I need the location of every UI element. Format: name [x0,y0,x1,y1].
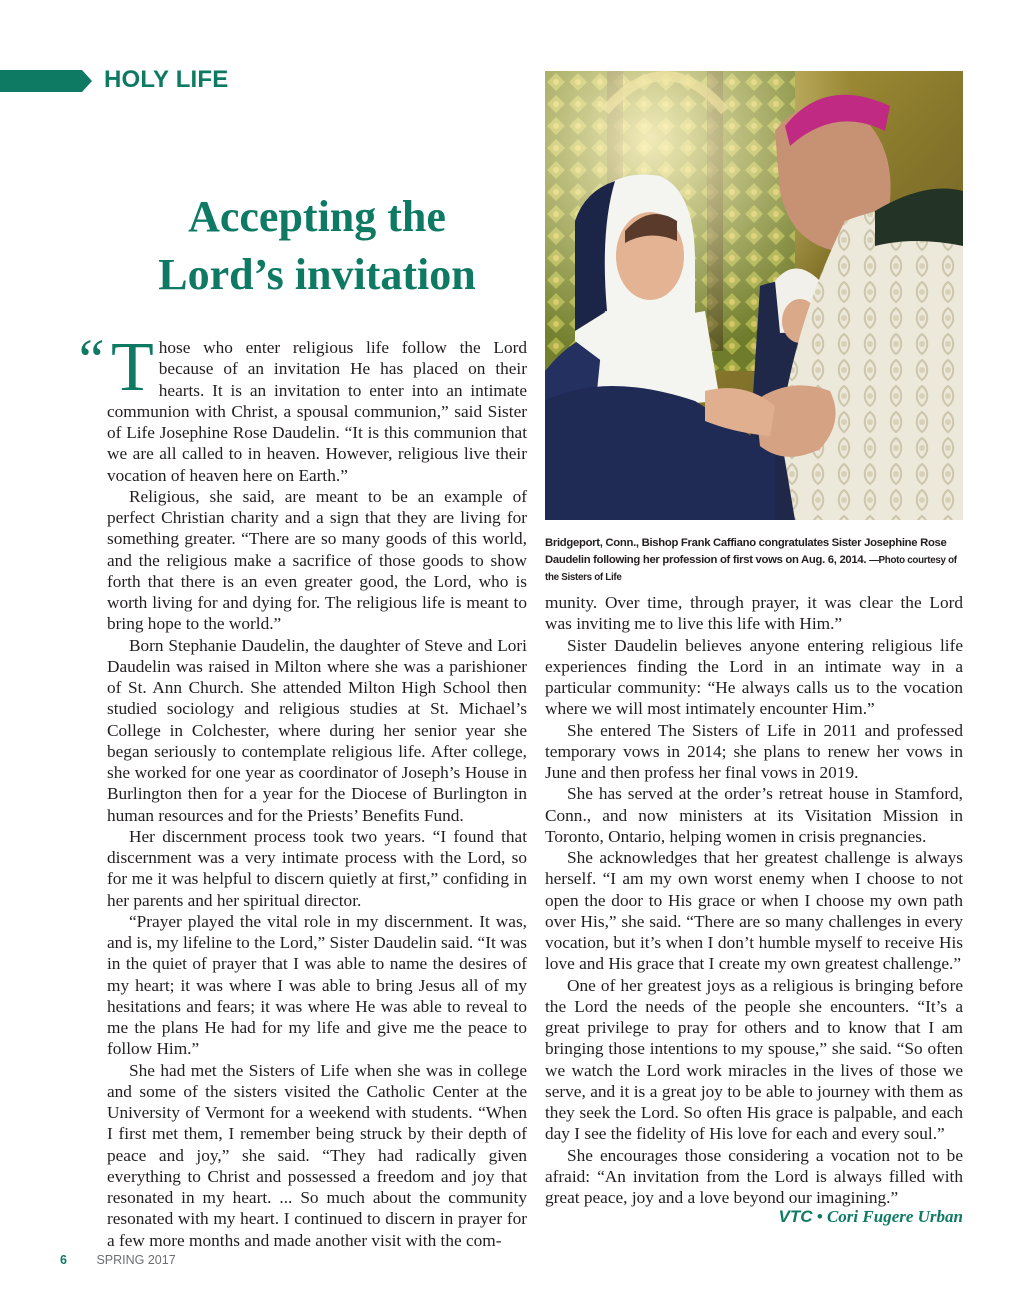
article-headline [108,188,526,304]
opening-quote-mark: “ [73,327,106,392]
paragraph: She had met the Sisters of Life when she was in college and some of the sisters visited the Catholic Center at the University of Vermont for a weekend with students. “When I first met them, I remember being struck by their depth of peace and joy,” she said. “They had radically given everything to Christ and possessed a freedom and joy that resonated in my heart. ... So much about the community resonated with my heart. I continued to discern in prayer for a few more months and made another visit with the com- [107,1060,527,1250]
byline-separator: • [812,1207,827,1226]
paragraph: She has served at the order’s retreat house in Stamford, Conn., and now ministers at its Visitation Mission in Toronto, Ontario, helping women in crisis pregnancies. [545,784,963,846]
headline-line-1: Accepting the [188,192,446,241]
paragraph: She acknowledges that her greatest challenge is always herself. “I am my own worst enemy when I choose to not open the door to His grace or when I choose my own path over His,” she said. “There are so many challenges in every vocation, but it’s when I don’t humble myself to receive His love and His grace that I create my own greatest challenge.” [545,848,963,974]
issue-label: SPRING 2017 [96,1253,176,1267]
headline-line-2: Lord’s invitation [158,250,476,299]
byline-publication: VTC [778,1207,813,1226]
section-label: HOLY LIFE [104,66,229,93]
paragraph: One of her greatest joys as a religious is bringing before the Lord the needs of the people she encounters. “It’s a great privilege to pray for others and to know that I am bringing those intentions to my spouse,” she said. “So often we watch the Lord work miracles in the lives of those we serve, and it is a great joy to be able to journey with them as they seek the Lord. So often His grace is palpable, and each day I see the fidelity of His love for each and every soul.” [545,975,963,1144]
drop-cap: T [111,329,154,406]
paragraph: She entered The Sisters of Life in 2011 and professed temporary vows in 2014; she plans to renew her vows in June and then profess her final vows in 2019. [545,720,963,782]
opening-paragraph [73,327,527,486]
continued-paragraph: munity. Over time, through prayer, it was clear the Lord was inviting me to live this life with Him.” [545,593,963,634]
page-footer [60,1253,176,1267]
photo-illustration [545,71,963,520]
byline [779,1207,963,1227]
paragraph: “Prayer played the vital role in my discernment. It was, and is, my lifeline to the Lord,” Sister Daudelin said. “It was in the quiet of prayer that I was able to name the desires of my heart; it was where I was able to bring Jesus all of my hesitations and fears; it was where He was able to reveal to me the plans He had for my life and give me the peace to follow Him.” [107,911,527,1059]
paragraph: Religious, she said, are meant to be an example of perfect Christian charity and a sign that they are living for something greater. “There are so many goods of this world, and the religious make a sacrifice of those goods to show forth that there is an even greater good, the Lord, who is worth living for and dying for. The religious life is meant to bring hope to the world.” [107,486,527,634]
article-column-right [545,592,963,1208]
paragraph: Born Stephanie Daudelin, the daughter of Steve and Lori Daudelin was raised in Milton where she was a parishioner of St. Ann Church. She attended Milton High School then studied sociology and religious studies at St. Michael’s College in Colchester, where during her senior year she began seriously to contemplate religious life. After college, she worked for one year as coordinator of Joseph’s House in Burlington then for a year for the Diocese of Burlington in human resources and for the Priests’ Benefits Fund. [107,635,527,825]
opening-text: hose who enter religious life follow the Lord because of an invitation He has placed on their hearts. It is an invitation to enter into an intimate communion with Christ, a spousal communion,” said Sister of Life Josephine Rose Daudelin. “It is this communion that we are all called to in heaven. However, religious live their vocation of heaven here on Earth.” [107,338,527,485]
article-column-left [73,327,527,1251]
byline-author: Cori Fugere Urban [826,1207,963,1226]
paragraph: She encourages those considering a vocation not to be afraid: “An invitation from the Lord is always filled with great peace, joy and a love beyond our imagining.” [545,1145,963,1207]
article-photo [545,71,963,520]
caption-text: Bridgeport, Conn., Bishop Frank Caffiano congratulates Sister Josephine Rose Daudelin following her profession of first vows on Aug. 6, 2014. [545,537,947,566]
page-number: 6 [60,1253,67,1267]
paragraph: Sister Daudelin believes anyone entering religious life experiences finding the Lord in an intimate way in a particular community: “He always calls us to the vocation where we will most intimately encounter Him.” [545,635,963,719]
paragraph: Her discernment process took two years. “I found that discernment was a very intimate process with the Lord, so for me it was helpful to discern quietly at first,” confiding in her parents and her spiritual director. [107,826,527,910]
photo-caption [545,535,965,586]
section-tab-bar [0,70,92,92]
photo-credit: —Photo courtesy of the Sisters of Life [545,555,957,583]
